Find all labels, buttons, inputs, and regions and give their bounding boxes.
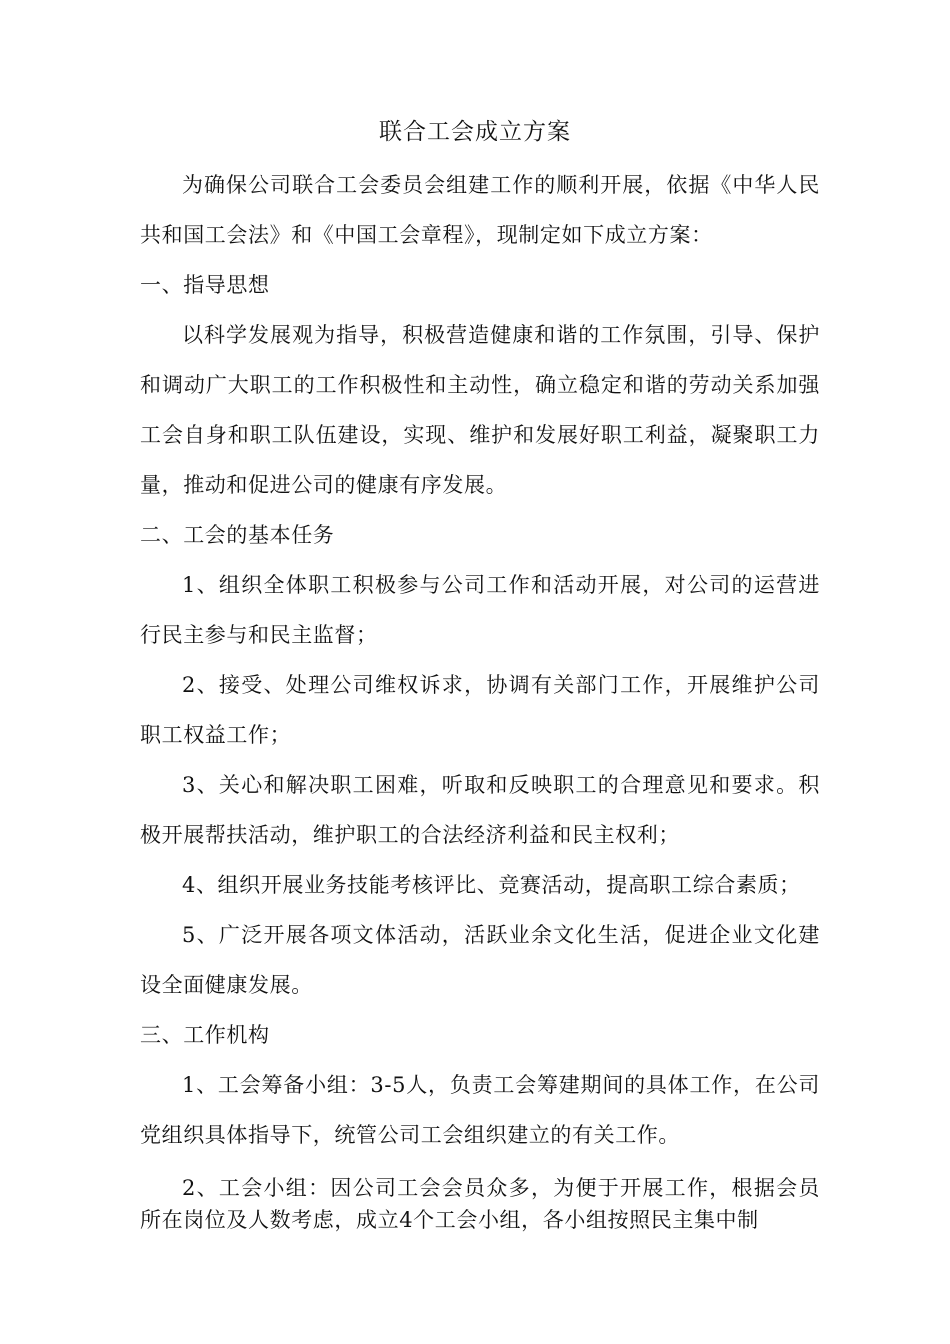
basic-task-item: 5、广泛开展各项文体活动，活跃业余文化生活，促进企业文化建设全面健康发展。 [140,923,820,997]
basic-task-item: 3、关心和解决职工困难，听取和反映职工的合理意见和要求。积极开展帮扶活动，维护职工的合法经济利益和民主权利； [140,773,820,847]
basic-task-item: 2、接受、处理公司维权诉求，协调有关部门工作，开展维护公司职工权益工作； [140,673,820,747]
document-title: 联合工会成立方案 [379,119,571,145]
section-heading-basic-tasks: 二、工会的基本任务 [140,523,335,547]
document-body [140,160,820,1236]
section-heading-guiding-ideology: 一、指导思想 [140,273,270,297]
work-organization-item: 2、工会小组：因公司工会会员众多，为便于开展工作，根据会员所在岗位及人数考虑，成立4个工会小组，各小组按照民主集中制 [140,1176,820,1232]
intro-paragraph: 为确保公司联合工会委员会组建工作的顺利开展，依据《中华人民共和国工会法》和《中国工会章程》，现制定如下成立方案： [140,173,820,247]
basic-task-item: 1、组织全体职工积极参与公司工作和活动开展，对公司的运营进行民主参与和民主监督； [140,573,820,647]
basic-task-item: 4、组织开展业务技能考核评比、竞赛活动，提高职工综合素质； [182,873,801,897]
guiding-ideology-paragraph: 以科学发展观为指导，积极营造健康和谐的工作氛围，引导、保护和调动广大职工的工作积极性和主动性，确立稳定和谐的劳动关系加强工会自身和职工队伍建设，实现、维护和发展好职工利益，凝聚职工力量，推动和促进公司的健康有序发展。 [140,323,820,497]
work-organization-item: 1、工会筹备小组：3-5人，负责工会筹建期间的具体工作，在公司党组织具体指导下，统管公司工会组织建立的有关工作。 [140,1073,820,1147]
section-heading-work-organization: 三、工作机构 [140,1023,270,1047]
